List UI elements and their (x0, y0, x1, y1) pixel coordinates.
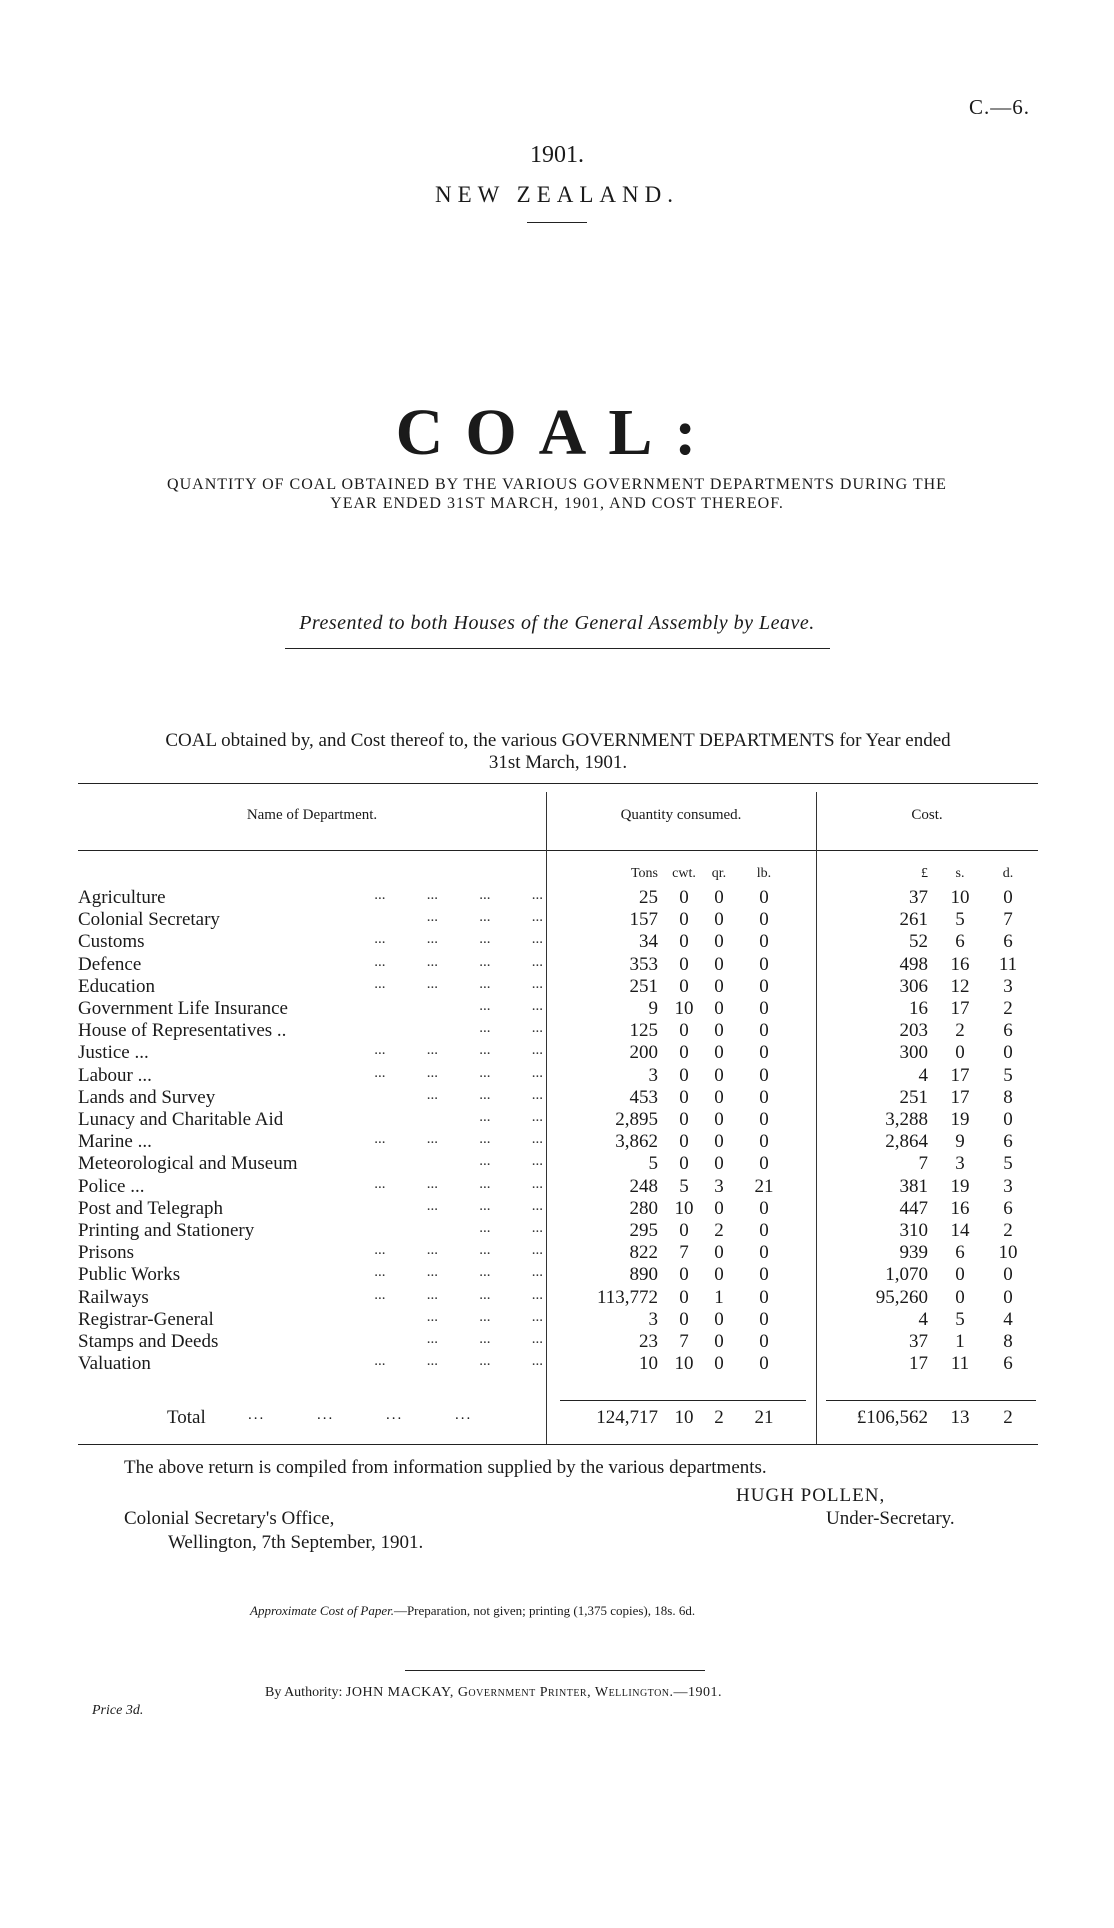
lb-cell: 0 (759, 1109, 769, 1130)
pounds-cell: 251 (899, 1086, 928, 1108)
leader-dots: ... ... ... ... (374, 975, 543, 992)
pence-cell: 3 (1003, 1175, 1013, 1197)
lb-cell: 0 (759, 887, 769, 908)
table-row (78, 1087, 1038, 1109)
tons-cell: 25 (639, 887, 658, 908)
leader-dots: ... ... ... ... (374, 1353, 543, 1370)
tons-cell: 890 (629, 1264, 658, 1286)
lb-cell: 0 (759, 953, 769, 975)
shillings-cell: 2 (955, 1020, 965, 1042)
document-year: 1901. (530, 142, 584, 168)
table-row (78, 1131, 1038, 1153)
lb-cell: 0 (759, 1286, 769, 1308)
department-name: Registrar-General (78, 1308, 214, 1330)
authority-rule (405, 1670, 705, 1671)
total-qr: 2 (714, 1407, 724, 1428)
qr-cell: 0 (714, 1042, 724, 1064)
tons-cell: 251 (629, 975, 658, 997)
pounds-cell: 3,288 (885, 1109, 928, 1130)
tons-cell: 34 (639, 931, 658, 953)
total-cwt: 10 (674, 1407, 694, 1428)
leader-dots: ... ... ... ... (374, 1175, 543, 1192)
pounds-cell: 52 (909, 931, 928, 953)
qr-cell: 0 (714, 953, 724, 975)
tons-cell: 200 (629, 1042, 658, 1064)
qr-cell: 0 (714, 1153, 724, 1175)
qr-cell: 0 (714, 1109, 724, 1130)
presented-note: Presented to both Houses of the General Assembly by Leave. (299, 612, 815, 634)
presented-rule (285, 648, 830, 649)
leader-dots: ... ... ... ... (374, 1264, 543, 1281)
shillings-cell: 9 (955, 1131, 965, 1153)
pence-cell: 0 (1003, 887, 1013, 908)
cwt-cell: 10 (674, 1197, 694, 1219)
leader-dots: ... ... ... (426, 1086, 543, 1103)
table-row (78, 1198, 1038, 1220)
pence-cell: 6 (1003, 1353, 1013, 1375)
qr-cell: 2 (714, 1220, 724, 1241)
tons-cell: 353 (629, 953, 658, 975)
pence-cell: 2 (1003, 998, 1013, 1019)
shillings-cell: 5 (955, 909, 965, 931)
department-name: Printing and Stationery (78, 1220, 255, 1241)
shillings-cell: 19 (950, 1109, 970, 1130)
shillings-cell: 3 (955, 1153, 965, 1175)
leader-dots: ... ... (479, 1020, 543, 1037)
office-line-1: Colonial Secretary's Office, (124, 1508, 335, 1529)
shillings-cell: 5 (955, 1308, 965, 1330)
qr-cell: 0 (714, 1020, 724, 1042)
compilation-note: The above return is compiled from information supplied by the various departments. (124, 1457, 767, 1478)
lb-cell: 0 (759, 1353, 769, 1375)
table-row (78, 1042, 1038, 1064)
heading-rule (527, 222, 587, 223)
lb-cell: 0 (759, 1308, 769, 1330)
pence-cell: 6 (1003, 1020, 1013, 1042)
table-row (78, 1020, 1038, 1042)
lb-cell: 21 (754, 1175, 774, 1197)
qr-cell: 3 (714, 1175, 724, 1197)
leader-dots: ... ... ... ... (374, 1042, 543, 1059)
pence-cell: 5 (1003, 1153, 1013, 1175)
authority-line (265, 1685, 722, 1701)
shillings-cell: 1 (955, 1331, 965, 1352)
pence-cell: 0 (1003, 1264, 1013, 1286)
qr-cell: 0 (714, 1331, 724, 1352)
table-row (78, 1353, 1038, 1375)
lb-cell: 0 (759, 931, 769, 953)
unit-qr: qr. (711, 866, 727, 881)
table-top-rule (78, 783, 1038, 784)
cwt-cell: 0 (679, 975, 689, 997)
document-reference: C.—6. (968, 95, 1030, 119)
pounds-cell: 498 (899, 953, 928, 975)
leader-dots: ... ... ... ... (374, 1131, 543, 1148)
tons-cell: 3,862 (615, 1131, 658, 1153)
tons-cell: 248 (629, 1175, 658, 1197)
subtitle-line-1: QUANTITY OF COAL OBTAINED BY THE VARIOUS GOVERNMENT DEPARTMENTS DURING THE (167, 476, 947, 493)
cwt-cell: 10 (674, 1353, 694, 1375)
lb-cell: 0 (759, 1042, 769, 1064)
pence-cell: 0 (1003, 1286, 1013, 1308)
pounds-cell: 7 (918, 1153, 928, 1175)
department-name: Justice ... (78, 1042, 149, 1064)
cwt-cell: 0 (679, 1308, 689, 1330)
leader-dots: ... ... ... ... (374, 1286, 543, 1303)
total-pence: 2 (1003, 1407, 1013, 1428)
shillings-cell: 0 (955, 1264, 965, 1286)
pounds-cell: 310 (899, 1220, 928, 1241)
price-note: Price 3d. (92, 1703, 144, 1718)
total-label: Total (167, 1407, 206, 1428)
header-cost: Cost. (911, 807, 943, 823)
table-row (78, 1176, 1038, 1198)
unit-pence: d. (1002, 866, 1014, 881)
pence-cell: 0 (1003, 1042, 1013, 1064)
tons-cell: 9 (648, 998, 658, 1019)
table-caption (78, 730, 1038, 774)
pounds-cell: 306 (899, 975, 928, 997)
caption-line-2: 31st March, 1901. (488, 752, 628, 773)
authority-printer: JOHN MACKAY, Government Printer, Wellington.—1901. (345, 1685, 723, 1700)
shillings-cell: 14 (950, 1220, 970, 1241)
pounds-cell: 447 (899, 1197, 928, 1219)
pounds-cell: 4 (918, 1308, 928, 1330)
shillings-cell: 17 (950, 1064, 970, 1086)
office-line-2: Wellington, 7th September, 1901. (168, 1532, 424, 1553)
department-name: Police ... (78, 1175, 145, 1197)
shillings-cell: 10 (950, 887, 970, 908)
tons-cell: 10 (639, 1353, 658, 1375)
total-shillings: 13 (950, 1407, 970, 1428)
table-row (78, 909, 1038, 931)
tons-cell: 23 (639, 1331, 658, 1352)
department-name: Valuation (78, 1353, 151, 1375)
pounds-cell: 37 (909, 887, 928, 908)
department-name: Lands and Survey (78, 1086, 216, 1108)
tons-cell: 280 (629, 1197, 658, 1219)
tons-cell: 2,895 (615, 1109, 658, 1130)
department-name: Labour ... (78, 1064, 152, 1086)
pounds-cell: 37 (909, 1331, 928, 1352)
cwt-cell: 0 (679, 1086, 689, 1108)
table-row (78, 931, 1038, 953)
cwt-cell: 0 (679, 1020, 689, 1042)
header-quantity: Quantity consumed. (620, 807, 742, 823)
qr-cell: 1 (714, 1286, 724, 1308)
cwt-cell: 0 (679, 909, 689, 931)
table-header-rule (78, 850, 1038, 851)
cwt-cell: 0 (679, 1064, 689, 1086)
table-row (78, 887, 1038, 909)
unit-lb: lb. (756, 866, 772, 881)
cwt-cell: 0 (679, 931, 689, 953)
qr-cell: 0 (714, 1308, 724, 1330)
department-name: Post and Telegraph (78, 1197, 224, 1219)
table-row (78, 1331, 1038, 1353)
qr-cell: 0 (714, 1353, 724, 1375)
pence-cell: 6 (1003, 1197, 1013, 1219)
cwt-cell: 0 (679, 1264, 689, 1286)
qr-cell: 0 (714, 1242, 724, 1264)
pounds-cell: 1,070 (885, 1264, 928, 1286)
cwt-cell: 10 (674, 998, 694, 1019)
cwt-cell: 0 (679, 1286, 689, 1308)
unit-tons: Tons (630, 866, 658, 881)
caption-line-1: COAL obtained by, and Cost thereof to, the various GOVERNMENT DEPARTMENTS for Year ended (165, 730, 951, 751)
table-row (78, 1220, 1038, 1242)
qr-cell: 0 (714, 998, 724, 1019)
tons-cell: 157 (629, 909, 658, 931)
pence-cell: 5 (1003, 1064, 1013, 1086)
qr-cell: 0 (714, 1264, 724, 1286)
country-heading: NEW ZEALAND. (434, 182, 680, 207)
lb-cell: 0 (759, 1242, 769, 1264)
leader-dots: ... ... ... (426, 1331, 543, 1347)
pounds-cell: 300 (899, 1042, 928, 1064)
leader-dots: ... ... (479, 1109, 543, 1125)
document-subtitle (70, 475, 1044, 513)
qr-cell: 0 (714, 1131, 724, 1153)
cwt-cell: 7 (679, 1331, 689, 1352)
unit-pounds: £ (921, 866, 928, 881)
paper-cost-text: —Preparation, not given; printing (1,375 copies), 18s. 6d. (393, 1603, 696, 1618)
department-name: Railways (78, 1286, 149, 1308)
authority-prefix: By Authority: (265, 1685, 343, 1700)
total-pounds: £106,562 (856, 1407, 928, 1428)
cwt-cell: 0 (679, 1042, 689, 1064)
table-row (78, 1153, 1038, 1175)
pounds-cell: 381 (899, 1175, 928, 1197)
tons-cell: 453 (629, 1086, 658, 1108)
lb-cell: 0 (759, 1131, 769, 1153)
pence-cell: 0 (1003, 1109, 1013, 1130)
unit-shillings: s. (955, 866, 965, 881)
signatory-title: Under-Secretary. (826, 1508, 955, 1529)
total-row (78, 1407, 1038, 1429)
pence-cell: 6 (1003, 931, 1013, 953)
table-row (78, 976, 1038, 998)
pence-cell: 4 (1003, 1308, 1013, 1330)
cwt-cell: 5 (679, 1175, 689, 1197)
tons-cell: 3 (648, 1064, 658, 1086)
signatory-name: HUGH POLLEN, (736, 1485, 886, 1506)
qr-cell: 0 (714, 1086, 724, 1108)
qr-cell: 0 (714, 887, 724, 908)
table-row (78, 998, 1038, 1020)
shillings-cell: 12 (950, 975, 970, 997)
header-department: Name of Department. (246, 807, 378, 823)
shillings-cell: 6 (955, 1242, 965, 1264)
leader-dots: ... ... ... ... (374, 1242, 543, 1259)
department-name: Meteorological and Museum (78, 1153, 298, 1175)
cwt-cell: 0 (679, 1109, 689, 1130)
total-lb: 21 (754, 1407, 774, 1428)
pence-cell: 10 (998, 1242, 1018, 1264)
department-name: Agriculture (78, 887, 166, 908)
paper-cost-label: Approximate Cost of Paper. (250, 1603, 394, 1618)
cwt-cell: 0 (679, 1153, 689, 1175)
qr-cell: 0 (714, 1197, 724, 1219)
pence-cell: 11 (998, 953, 1018, 975)
leader-dots: ... ... ... (426, 909, 543, 926)
qr-cell: 0 (714, 909, 724, 931)
table-row (78, 954, 1038, 976)
table-row (78, 1287, 1038, 1309)
shillings-cell: 0 (955, 1042, 965, 1064)
table-row (78, 1264, 1038, 1286)
pence-cell: 2 (1003, 1220, 1013, 1241)
unit-cwt: cwt. (672, 866, 696, 881)
tons-cell: 822 (629, 1242, 658, 1264)
table-row (78, 1109, 1038, 1131)
shillings-cell: 6 (955, 931, 965, 953)
lb-cell: 0 (759, 1197, 769, 1219)
department-name: Public Works (78, 1264, 181, 1286)
leader-dots: ... ... ... ... (374, 887, 543, 903)
leader-dots: ... ... ... ... (374, 931, 543, 948)
leader-dots: ... ... ... ... (374, 953, 543, 970)
lb-cell: 0 (759, 1086, 769, 1108)
department-name: Education (78, 975, 156, 997)
lb-cell: 0 (759, 1264, 769, 1286)
tons-cell: 5 (648, 1153, 658, 1175)
pounds-cell: 939 (899, 1242, 928, 1264)
cwt-cell: 0 (679, 887, 689, 908)
cwt-cell: 7 (679, 1242, 689, 1264)
leader-dots: ... ... (479, 998, 543, 1014)
leader-dots: ... ... (479, 1153, 543, 1170)
pounds-cell: 17 (909, 1353, 928, 1375)
shillings-cell: 11 (950, 1353, 970, 1375)
shillings-cell: 0 (955, 1286, 965, 1308)
cwt-cell: 0 (679, 1220, 689, 1241)
pence-cell: 8 (1003, 1086, 1013, 1108)
qr-cell: 0 (714, 931, 724, 953)
leader-dots: ... ... ... ... (374, 1064, 543, 1081)
pounds-cell: 261 (899, 909, 928, 931)
table-row (78, 1309, 1038, 1331)
table-row (78, 1065, 1038, 1087)
total-tons: 124,717 (596, 1407, 658, 1428)
tons-cell: 113,772 (596, 1286, 658, 1308)
pence-cell: 8 (1003, 1331, 1013, 1352)
pounds-cell: 95,260 (875, 1286, 928, 1308)
pounds-cell: 16 (909, 998, 928, 1019)
leader-dots: ... ... ... (426, 1308, 543, 1325)
qr-cell: 0 (714, 1064, 724, 1086)
cwt-cell: 0 (679, 1131, 689, 1153)
table-bottom-rule (78, 1444, 1038, 1445)
department-name: Lunacy and Charitable Aid (78, 1109, 284, 1130)
pence-cell: 3 (1003, 975, 1013, 997)
paper-cost-note (250, 1603, 695, 1619)
department-name: Marine ... (78, 1131, 152, 1153)
lb-cell: 0 (759, 909, 769, 931)
pence-cell: 6 (1003, 1131, 1013, 1153)
tons-cell: 295 (629, 1220, 658, 1241)
shillings-cell: 17 (950, 1086, 970, 1108)
lb-cell: 0 (759, 1020, 769, 1042)
subtitle-line-2: YEAR ENDED 31ST MARCH, 1901, AND COST THEREOF. (330, 495, 784, 512)
shillings-cell: 16 (950, 953, 970, 975)
tons-cell: 125 (629, 1020, 658, 1042)
shillings-cell: 17 (950, 998, 970, 1019)
tons-cell: 3 (648, 1308, 658, 1330)
total-leaders: ... ... ... ... (248, 1407, 473, 1423)
pounds-cell: 2,864 (885, 1131, 928, 1153)
document-title: COAL: (395, 396, 719, 469)
cwt-cell: 0 (679, 953, 689, 975)
total-rule-right (826, 1400, 1036, 1401)
lb-cell: 0 (759, 1153, 769, 1175)
leader-dots: ... ... (479, 1220, 543, 1236)
lb-cell: 0 (759, 998, 769, 1019)
table-row (78, 1242, 1038, 1264)
department-name: Customs (78, 931, 145, 953)
leader-dots: ... ... ... (426, 1197, 543, 1214)
shillings-cell: 16 (950, 1197, 970, 1219)
department-name: Government Life Insurance (78, 998, 288, 1019)
lb-cell: 0 (759, 1331, 769, 1352)
lb-cell: 0 (759, 975, 769, 997)
total-rule-left (560, 1400, 806, 1401)
shillings-cell: 19 (950, 1175, 970, 1197)
qr-cell: 0 (714, 975, 724, 997)
lb-cell: 0 (759, 1220, 769, 1241)
pounds-cell: 203 (899, 1020, 928, 1042)
pence-cell: 7 (1003, 909, 1013, 931)
department-name: Stamps and Deeds (78, 1331, 219, 1352)
department-name: Prisons (78, 1242, 134, 1264)
pounds-cell: 4 (918, 1064, 928, 1086)
department-name: Colonial Secretary (78, 909, 220, 931)
department-name: Defence (78, 953, 142, 975)
department-name: House of Representatives .. (78, 1020, 287, 1042)
lb-cell: 0 (759, 1064, 769, 1086)
